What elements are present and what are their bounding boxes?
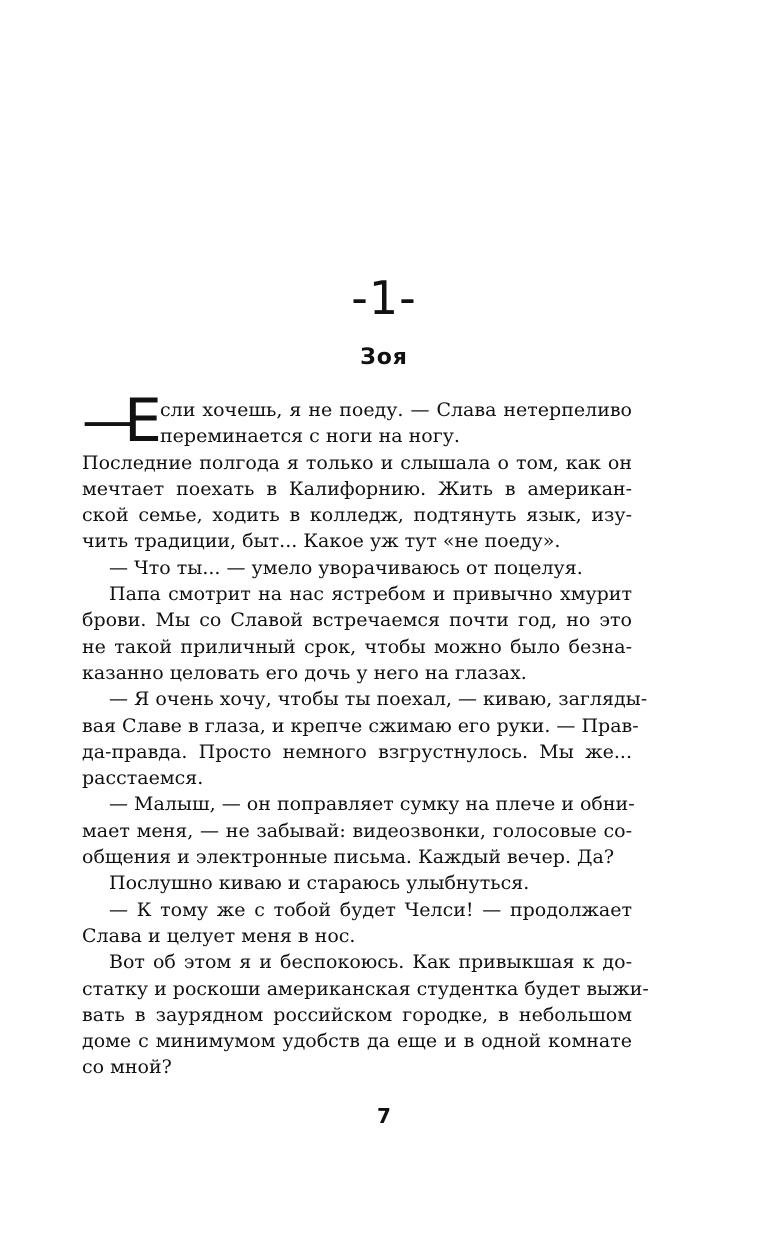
text-line: да-правда. Просто немного взгрустнулось. Мы же... [82,740,632,763]
text-line: Последние полгода я только и слышала о том, как он [82,451,632,474]
text-line: казанно целовать его дочь у него на глазах. [82,661,527,684]
page-number: 7 [377,1104,391,1128]
text-line: вать в заурядном российском городке, в небольшом [82,1003,632,1026]
text-line: Папа смотрит на нас ястребом и привычно хмурит [109,583,632,606]
chapter-title: Зоя [360,345,408,370]
text-line: со мной? [82,1056,172,1079]
text-line: сли хочешь, я не поеду. — Слава нетерпеливо [160,399,632,421]
text-line: переминается с ноги на ногу. [160,425,460,448]
drop-cap-letter: Е [124,386,162,456]
text-line: Вот об этом я и беспокоюсь. Как привыкшая к до- [109,951,632,974]
text-line: мает меня, — не забывай: видеозвонки, голосовые со- [82,819,632,842]
text-line: мечтает поехать в Калифорнию. Жить в американ- [82,477,632,500]
text-line: вая Славе в глаза, и крепче сжимаю его руки. — Прав- [82,714,639,737]
text-line: доме с минимумом удобств да еще и в одной комнате [82,1030,632,1053]
text-line: — Я очень хочу, чтобы ты поехал, — киваю, загляды- [109,688,648,711]
chapter-body-text [82,397,649,1081]
text-line: брови. Мы со Славой встречаемся почти год, но это [82,609,632,632]
text-line: Слава и целует меня в нос. [82,924,356,947]
text-line: не такой приличный срок, чтобы можно было безна- [82,635,632,658]
text-line: общения и электронные письма. Каждый вечер. Да? [82,846,614,869]
text-line: — Что ты... — умело уворачиваюсь от поцелуя. [109,556,583,579]
text-line: расстаемся. [82,767,204,790]
drop-cap-dash: — [82,389,136,452]
text-line: Послушно киваю и стараюсь улыбнуться. [109,872,530,895]
text-line: ской семье, ходить в колледж, подтянуть язык, изу- [82,504,632,527]
text-line: — Малыш, — он поправляет сумку на плече и обни- [109,793,635,816]
text-line: чить традиции, быт... Какое уж тут «не поеду». [82,530,561,553]
text-line: — К тому же с тобой будет Челси! — продолжает [109,898,632,921]
text-line: статку и роскоши американская студентка будет выжи- [82,977,649,1000]
chapter-number: -1- [351,271,417,325]
